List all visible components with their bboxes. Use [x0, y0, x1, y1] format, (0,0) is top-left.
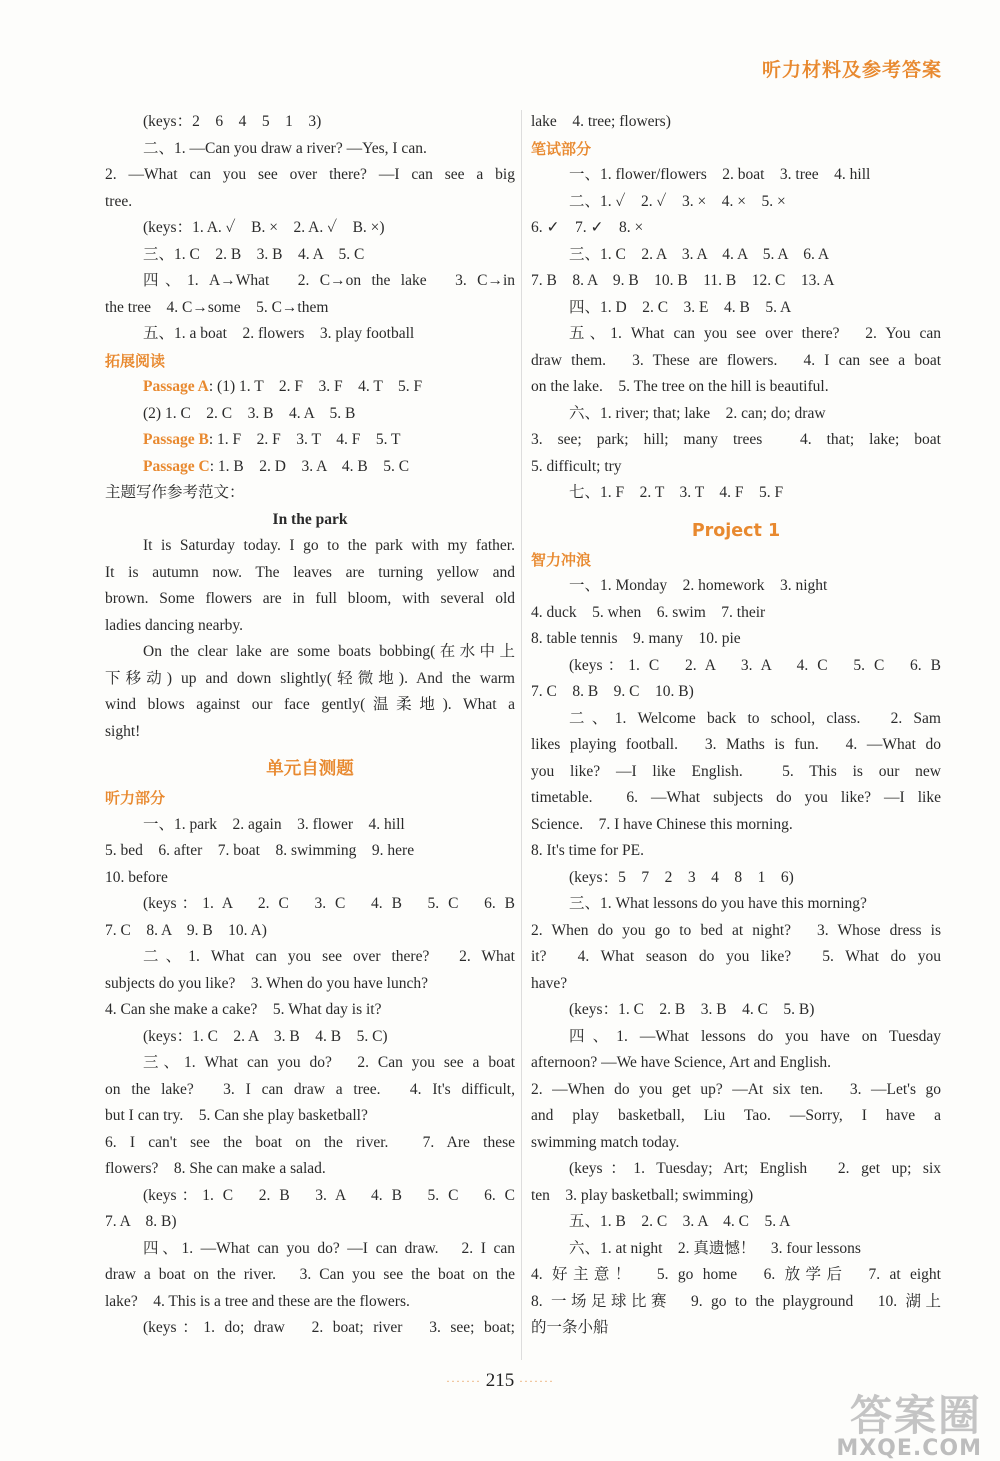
text-line: 二、1. What can you see over there? 2. What: [143, 948, 515, 965]
text-line: flowers? 8. She can make a salad.: [105, 1160, 326, 1177]
section-label: 听力部分: [105, 789, 166, 807]
section-label: 智力冲浪: [531, 550, 592, 569]
text-line: 主题写作参考范文：: [105, 484, 245, 501]
text-line: [105, 454, 515, 481]
text-line: subjects do you like? 3. When do you have lunch?: [105, 974, 428, 992]
watermark-url: MXQE.COM: [836, 1436, 982, 1461]
text-line: 三、1. What lessons do you have this morning?: [569, 895, 867, 912]
text-line: (keys：1. Tuesday; Art; English 2. get up; six: [569, 1160, 941, 1177]
text-line: 三、1. C 2. B 3. B 4. A 5. C: [143, 245, 365, 263]
text-line: 四、1. —What lessons do you have on Tuesday: [569, 1027, 941, 1045]
text-line: 4. Can she make a cake? 5. What day is it?: [105, 1001, 382, 1018]
text-line: on the lake. 5. The tree on the hill is beautiful.: [531, 378, 829, 395]
passage-label: Passage B: [143, 431, 209, 448]
text-line: the tree 4. C→some 5. C→them: [105, 298, 329, 316]
text-line: 8. It's time for PE.: [531, 842, 645, 859]
text-line: 4. duck 5. when 6. swim 7. their: [531, 603, 766, 621]
text-line: 2. —What can you see over there? —I can see a big: [105, 166, 515, 183]
right-column: [531, 109, 941, 1342]
text-line: 2. When do you go to bed at night? 3. Whose dress is: [531, 921, 941, 939]
text-line: it? 4. What season do you like? 5. What do you: [531, 948, 941, 965]
text-line: timetable. 6. —What subjects do you like? —I like: [531, 789, 941, 806]
text-line: 四、1. —What can you do? —I can draw. 2. I can: [143, 1239, 515, 1257]
text-line: brown. Some flowers are in full bloom, with several old: [105, 590, 515, 607]
footer-dots-right: ·······: [519, 1374, 554, 1389]
page-header-title: 听力材料及参考答案: [761, 59, 942, 81]
text-line: on the lake? 3. I can draw a tree. 4. It's difficult,: [105, 1080, 515, 1098]
text-line: 五、1. B 2. C 3. A 4. C 5. A: [569, 1213, 791, 1230]
text-line: 五、1. a boat 2. flowers 3. play football: [143, 325, 415, 342]
text-line: 5. difficult; try: [531, 457, 622, 475]
text-line: (2) 1. C 2. C 3. B 4. A 5. B: [143, 404, 356, 422]
text-line: 六、1. river; that; lake 2. can; do; draw: [569, 404, 826, 422]
text-line: 的一条小船: [531, 1319, 609, 1336]
text-line: (keys：1. A. ✓ B. × 2. A. ✓ B. ×): [143, 219, 385, 236]
text-line: swimming match today.: [531, 1133, 680, 1151]
text-line: 二、1. ✓ 2. ✓ 3. × 4. × 5. ×: [569, 192, 786, 210]
footer-dots-left: ·······: [446, 1374, 481, 1389]
text-line: On the clear lake are some boats bobbing(在水中上: [143, 643, 515, 660]
text-line: you like? —I like English. 5. This is our new: [531, 762, 941, 780]
text-line: 7. B 8. A 9. B 10. B 11. B 12. C 13. A: [531, 272, 835, 289]
text-line: In the park: [272, 510, 348, 528]
text-line: ten 3. play basketball; swimming): [531, 1186, 754, 1204]
text-line: [105, 427, 515, 454]
passage-label: Passage A: [143, 378, 209, 395]
text-line: and play basketball, Liu Tao. —Sorry, I have a: [531, 1107, 941, 1124]
text-line: 六、1. at night 2. 真遗憾！ 3. four lessons: [569, 1239, 861, 1257]
text-line: 下移动) up and down slightly(轻微地). And the warm: [105, 669, 515, 687]
text-line: (keys：1. C 2. B 3. B 4. C 5. B): [569, 1001, 815, 1018]
text-line: It is Saturday today. I go to the park with my father.: [143, 537, 515, 554]
text-line: 三、1. C 2. A 3. A 4. A 5. A 6. A: [569, 245, 830, 263]
text-line: Science. 7. I have Chinese this morning.: [531, 815, 793, 833]
text-line: 7. C 8. B 9. C 10. B): [531, 683, 694, 700]
section-label: 笔试部分: [531, 139, 592, 158]
text-line: have?: [531, 974, 568, 992]
text-line: 五、1. What can you see over there? 2. You can: [569, 325, 941, 342]
text-line: 四、1. A→What 2. C→on the lake 3. C→in: [143, 272, 515, 289]
section-heading: Project 1: [691, 520, 781, 541]
text-line: (keys：1. C 2. B 3. A 4. B 5. C 6. C: [143, 1186, 515, 1204]
text-line: 二、1. Welcome back to school, class. 2. Sam: [569, 709, 941, 727]
text-line: 4. 好主意！ 5. go home 6. 放学后 7. at eight: [531, 1266, 941, 1283]
text-line: lake? 4. This is a tree and these are the flowers.: [105, 1292, 410, 1310]
text-line: afternoon? —We have Science, Art and English.: [531, 1054, 832, 1071]
passage-answers: : 1. F 2. F 3. T 4. F 5. T: [208, 431, 401, 448]
text-line: (keys：5 7 2 3 4 8 1 6): [569, 868, 794, 886]
text-line: 7. A 8. B): [105, 1213, 177, 1230]
text-line: [105, 374, 515, 401]
page-footer: [0, 1370, 1000, 1392]
text-line: 7. C 8. A 9. B 10. A): [105, 921, 267, 939]
text-line: 2. —When do you get up? —At six ten. 3. —Let's go: [531, 1080, 941, 1098]
passage-label: Passage C: [143, 457, 210, 475]
text-line: 6. I can't see the boat on the river. 7. Are these: [105, 1133, 515, 1151]
text-line: 6. ✓ 7. ✓ 8. ×: [531, 219, 644, 236]
text-line: 8. 一场足球比赛 9. go to the playground 10. 湖上: [531, 1292, 941, 1310]
passage-answers: : 1. B 2. D 3. A 4. B 5. C: [209, 457, 410, 475]
text-line: 5. bed 6. after 7. boat 8. swimming 9. here: [105, 842, 415, 859]
text-line: (keys：1. C 2. A 3. B 4. B 5. C): [143, 1027, 388, 1045]
text-line: 一、1. park 2. again 3. flower 4. hill: [143, 815, 405, 833]
text-line: sight!: [105, 722, 141, 740]
text-line: 3. see; park; hill; many trees 4. that; lake; boat: [531, 431, 941, 448]
text-line: 10. before: [105, 868, 168, 886]
text-line: draw them. 3. These are flowers. 4. I can see a boat: [531, 351, 941, 369]
text-line: (keys：1. A 2. C 3. C 4. B 5. C 6. B: [143, 895, 515, 912]
text-line: wind blows against our face gently(温柔地). What a: [105, 696, 515, 713]
section-label: 拓展阅读: [105, 351, 166, 370]
text-line: (keys：1. do; draw 2. boat; river 3. see; boat;: [143, 1319, 515, 1336]
passage-answers: : (1) 1. T 2. F 3. F 4. T 5. F: [208, 378, 423, 395]
text-line: (keys：2 6 4 5 1 3): [143, 113, 322, 130]
section-heading: 单元自测题: [266, 759, 354, 779]
text-line: draw a boat on the river. 3. Can you see the boat on the: [105, 1266, 515, 1283]
text-line: 一、1. Monday 2. homework 3. night: [569, 577, 828, 594]
text-line: 二、1. —Can you draw a river? —Yes, I can.: [143, 139, 427, 157]
text-line: 七、1. F 2. T 3. T 4. F 5. F: [569, 484, 784, 501]
page-number: 215: [485, 1370, 515, 1391]
text-line: 一、1. flower/flowers 2. boat 3. tree 4. hill: [569, 166, 871, 183]
text-line: 8. table tennis 9. many 10. pie: [531, 630, 741, 647]
text-line: tree.: [105, 192, 133, 210]
text-line: (keys：1. C 2. A 3. A 4. C 5. C 6. B: [569, 656, 941, 674]
text-line: lake 4. tree; flowers): [531, 113, 671, 130]
text-line: 三、1. What can you do? 2. Can you see a boat: [143, 1054, 515, 1071]
text-line: but I can try. 5. Can she play basketball?: [105, 1107, 368, 1124]
watermark-text: 答案圈: [849, 1391, 982, 1440]
text-line: 四、1. D 2. C 3. E 4. B 5. A: [569, 298, 792, 316]
column-divider: [521, 110, 522, 1360]
text-line: ladies dancing nearby.: [105, 616, 244, 634]
watermark-logo: [836, 1391, 982, 1461]
text-line: It is autumn now. The leaves are turning yellow and: [105, 563, 515, 581]
left-column: [105, 109, 515, 1342]
text-line: likes playing football. 3. Maths is fun. 4. —What do: [531, 736, 941, 753]
